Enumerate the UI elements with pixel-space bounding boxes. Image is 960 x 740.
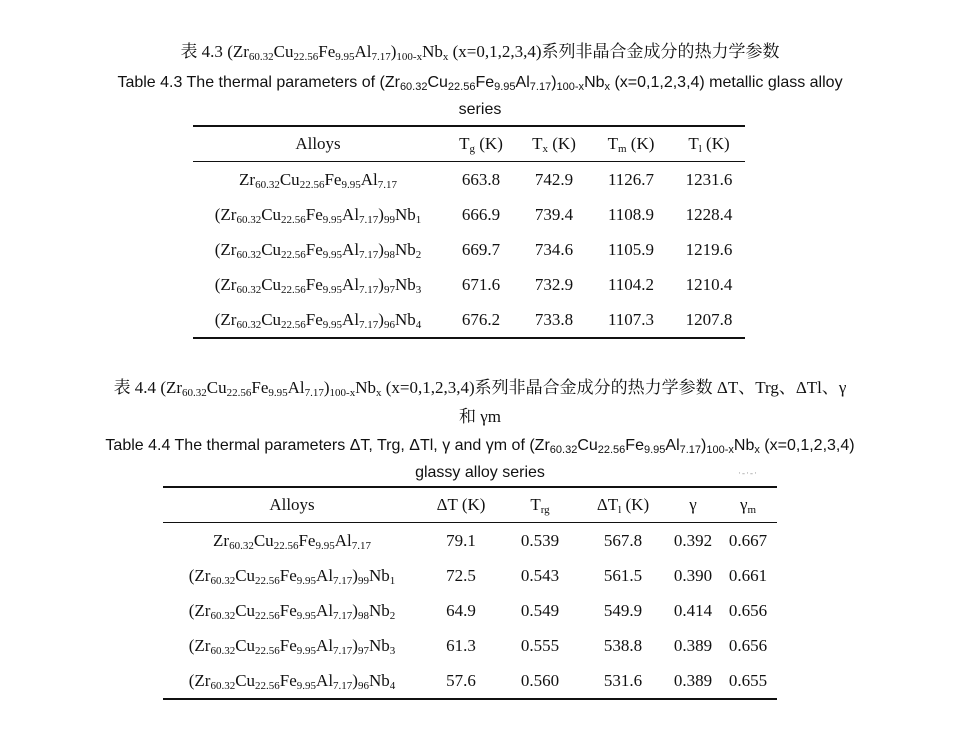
table-row bbox=[193, 232, 745, 267]
cell-alloy: $Zr_{60.32}Cu_{22.56}Fe_{9.95}Al_{7.17}$ bbox=[239, 169, 397, 191]
cell-gamma-m: 0.656 bbox=[728, 635, 768, 655]
cell-tm: 1108.9 bbox=[607, 204, 655, 224]
table-row bbox=[193, 302, 745, 338]
table-4-4-caption-cn-line2: 和 γm bbox=[459, 407, 501, 426]
cell-dtl: 531.6 bbox=[603, 670, 643, 690]
table-row bbox=[193, 197, 745, 232]
cell-trg: 0.560 bbox=[520, 670, 560, 690]
cell-gamma: 0.389 bbox=[673, 670, 713, 690]
cell-tg: 669.7 bbox=[461, 239, 501, 259]
cell-dtl: 538.8 bbox=[603, 635, 643, 655]
col-header-tl: $T_l$ (K) bbox=[688, 134, 730, 155]
table-row bbox=[163, 628, 777, 663]
table-row bbox=[193, 267, 745, 302]
table-row bbox=[163, 593, 777, 628]
cell-tg: 666.9 bbox=[461, 204, 501, 224]
series-formula: $(Zr_{60.32}Cu_{22.56}Fe_{9.95}Al_{7.17})_{100-x}Nb_x$ bbox=[160, 378, 382, 399]
cell-dt: 72.5 bbox=[446, 565, 476, 585]
cell-gamma-m: 0.667 bbox=[728, 530, 768, 550]
cell-gamma-m: 0.656 bbox=[728, 600, 768, 620]
cell-tx: 733.8 bbox=[534, 309, 574, 329]
cell-gamma: 0.392 bbox=[673, 530, 713, 550]
table-4-3-caption-en-line2: series bbox=[458, 101, 502, 118]
cell-tm: 1107.3 bbox=[607, 309, 655, 329]
cell-dtl: 561.5 bbox=[603, 565, 643, 585]
table-row bbox=[163, 663, 777, 699]
table-4-4-caption-en: Table 4.4 The thermal parameters ΔT, Trg, ΔTl, γ and γm of $(Zr_{60.32}Cu_{22.56}Fe_{9.95}Al_{7.17})_{100-x}Nb_x$ (x=0,1,2,3,4) bbox=[105, 437, 855, 456]
cell-alloy: $(Zr_{60.32}Cu_{22.56}Fe_{9.95}Al_{7.17})_{99}Nb_1$ bbox=[188, 565, 396, 587]
series-formula: $(Zr_{60.32}Cu_{22.56}Fe_{9.95}Al_{7.17})_{100-x}Nb_x$ bbox=[529, 437, 760, 456]
col-header-gamma-m: $\gamma_m$ bbox=[739, 495, 757, 516]
cell-tl: 1231.6 bbox=[685, 169, 733, 189]
table-4-4-caption-cn: 表 4.4 $(Zr_{60.32}Cu_{22.56}Fe_{9.95}Al_{7.17})_{100-x}Nb_x$ (x=0,1,2,3,4)系列非晶合金成分的热力学参数 ΔT、Trg、ΔTl、γ bbox=[113, 378, 847, 399]
cell-gamma: 0.414 bbox=[673, 600, 713, 620]
col-header-alloys: Alloys bbox=[295, 134, 341, 153]
table-header-row bbox=[163, 487, 777, 523]
cell-gamma-m: 0.661 bbox=[728, 565, 768, 585]
cell-dt: 64.9 bbox=[446, 600, 476, 620]
cell-alloy: $(Zr_{60.32}Cu_{22.56}Fe_{9.95}Al_{7.17})_{98}Nb_2$ bbox=[188, 600, 396, 622]
cell-trg: 0.539 bbox=[520, 530, 560, 550]
cell-alloy: $(Zr_{60.32}Cu_{22.56}Fe_{9.95}Al_{7.17})_{98}Nb_2$ bbox=[214, 239, 422, 261]
cell-tg: 671.6 bbox=[461, 274, 501, 294]
table-4-3 bbox=[193, 125, 745, 339]
cell-trg: 0.549 bbox=[520, 600, 560, 620]
table-4-4-caption-en-line2: glassy alloy series bbox=[415, 464, 545, 481]
cell-tx: 739.4 bbox=[534, 204, 574, 224]
scan-artifact: ·-·-· bbox=[738, 468, 758, 478]
col-header-tx: $T_x$ (K) bbox=[532, 134, 576, 155]
cell-gamma: 0.390 bbox=[673, 565, 713, 585]
table-row bbox=[163, 523, 777, 559]
cell-dtl: 567.8 bbox=[603, 530, 643, 550]
cell-tx: 732.9 bbox=[534, 274, 574, 294]
cell-trg: 0.543 bbox=[520, 565, 560, 585]
cell-alloy: $(Zr_{60.32}Cu_{22.56}Fe_{9.95}Al_{7.17})_{97}Nb_3$ bbox=[188, 635, 396, 657]
cell-gamma: 0.389 bbox=[673, 635, 713, 655]
cell-tl: 1228.4 bbox=[685, 204, 733, 224]
table-4-3-caption-en: Table 4.3 The thermal parameters of $(Zr_{60.32}Cu_{22.56}Fe_{9.95}Al_{7.17})_{100-x}Nb_x$ (x=0,1,2,3,4) metallic glass alloy bbox=[117, 74, 843, 93]
col-header-tg: $T_g$ (K) bbox=[459, 134, 503, 155]
cell-alloy: $(Zr_{60.32}Cu_{22.56}Fe_{9.95}Al_{7.17})_{96}Nb_4$ bbox=[188, 670, 396, 692]
table-header-row bbox=[193, 126, 745, 162]
col-header-delta-t: ΔT (K) bbox=[436, 495, 486, 514]
cell-tm: 1126.7 bbox=[607, 169, 655, 189]
cell-dt: 79.1 bbox=[446, 530, 476, 550]
cell-tx: 734.6 bbox=[534, 239, 574, 259]
col-header-tm: $T_m$ (K) bbox=[607, 134, 655, 155]
table-row bbox=[193, 162, 745, 198]
table-row bbox=[163, 558, 777, 593]
col-header-gamma: γ bbox=[689, 495, 697, 514]
cell-alloy: $Zr_{60.32}Cu_{22.56}Fe_{9.95}Al_{7.17}$ bbox=[213, 530, 371, 552]
cell-tg: 676.2 bbox=[461, 309, 501, 329]
series-formula: $(Zr_{60.32}Cu_{22.56}Fe_{9.95}Al_{7.17})_{100-x}Nb_x$ bbox=[379, 74, 611, 93]
cell-tx: 742.9 bbox=[534, 169, 574, 189]
cell-dtl: 549.9 bbox=[603, 600, 643, 620]
cell-trg: 0.555 bbox=[520, 635, 560, 655]
col-header-alloys: Alloys bbox=[269, 495, 315, 514]
cell-tl: 1219.6 bbox=[685, 239, 733, 259]
cell-tm: 1105.9 bbox=[607, 239, 655, 259]
col-header-delta-tl: $\Delta T_l$ (K) bbox=[596, 495, 650, 516]
cell-dt: 61.3 bbox=[446, 635, 476, 655]
table-4-3-caption-cn: 表 4.3 $(Zr_{60.32}Cu_{22.56}Fe_{9.95}Al_{7.17})_{100-x}Nb_x$ (x=0,1,2,3,4)系列非晶合金成分的热力学参数 bbox=[180, 42, 780, 63]
cell-tl: 1207.8 bbox=[685, 309, 733, 329]
cell-alloy: $(Zr_{60.32}Cu_{22.56}Fe_{9.95}Al_{7.17})_{99}Nb_1$ bbox=[214, 204, 422, 226]
cell-alloy: $(Zr_{60.32}Cu_{22.56}Fe_{9.95}Al_{7.17})_{96}Nb_4$ bbox=[214, 309, 422, 331]
series-formula: $(Zr_{60.32}Cu_{22.56}Fe_{9.95}Al_{7.17})_{100-x}Nb_x$ bbox=[227, 42, 449, 63]
cell-tl: 1210.4 bbox=[685, 274, 733, 294]
col-header-trg: $T_{rg}$ bbox=[530, 495, 550, 516]
cell-tg: 663.8 bbox=[461, 169, 501, 189]
cell-gamma-m: 0.655 bbox=[728, 670, 768, 690]
cell-dt: 57.6 bbox=[446, 670, 476, 690]
cell-tm: 1104.2 bbox=[607, 274, 655, 294]
table-4-4 bbox=[163, 486, 777, 700]
cell-alloy: $(Zr_{60.32}Cu_{22.56}Fe_{9.95}Al_{7.17})_{97}Nb_3$ bbox=[214, 274, 422, 296]
